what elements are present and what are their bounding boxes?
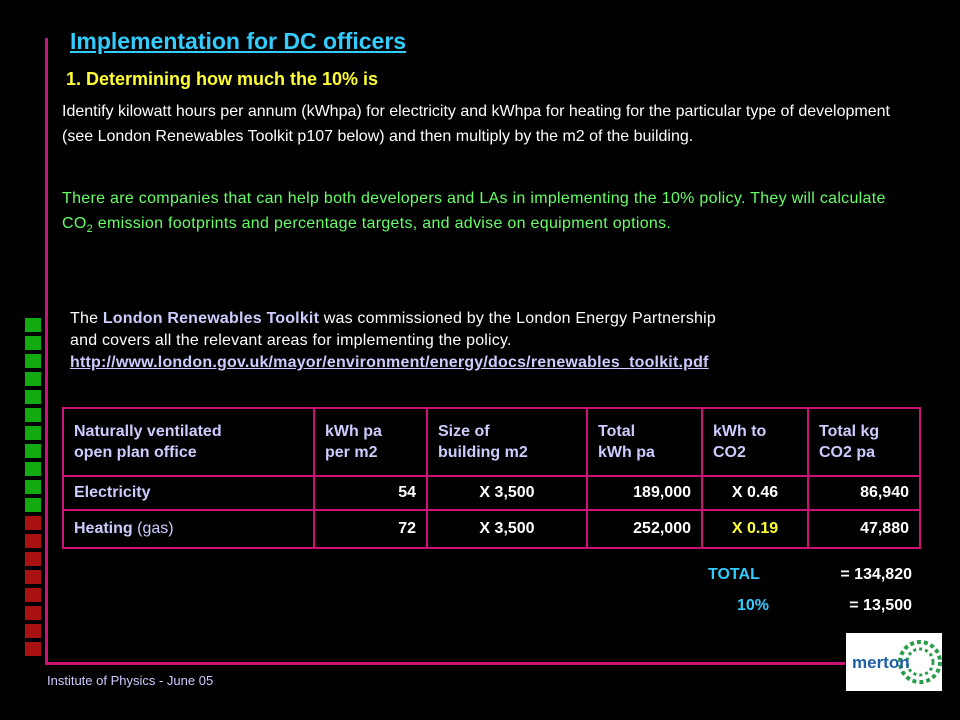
footer-text: Institute of Physics - June 05 — [47, 673, 214, 688]
green-square — [25, 318, 41, 332]
header-cell: Naturally ventilated open plan office — [63, 408, 314, 476]
total-kwh-cell: 189,000 — [587, 476, 702, 510]
left-border-line — [45, 38, 48, 665]
green-square — [25, 480, 41, 494]
header-cell: kWh to CO2 — [702, 408, 808, 476]
companies-text-a: There are companies that can help both developers and LAs in implementing the 10% policy. They will calculate CO — [62, 190, 886, 232]
intro-paragraph: Identify kilowatt hours per annum (kWhpa) for electricity and kWhpa for heating for the particular type of development (see London Renewables Toolkit p107 below) and then multiply by the m2 of the building. — [62, 103, 890, 145]
co2-subscript: 2 — [86, 223, 94, 236]
header-cell: Size of building m2 — [427, 408, 587, 476]
kwh-per-m2-cell: 54 — [314, 476, 427, 510]
table-header-row — [63, 408, 920, 476]
toolkit-pre: The — [70, 310, 103, 327]
merton-logo — [846, 633, 942, 691]
total-value: = 134,820 — [840, 566, 912, 583]
percent-label: 10% — [737, 597, 770, 614]
header-cell: Total kg CO2 pa — [808, 408, 920, 476]
green-square — [25, 498, 41, 512]
green-square — [25, 336, 41, 350]
total-kg-cell: 86,940 — [808, 476, 920, 510]
toolkit-link[interactable]: http://www.london.gov.uk/mayor/environment/energy/docs/renewables_toolkit.pdf — [70, 354, 709, 371]
co2-factor-cell: X 0.19 — [702, 510, 808, 548]
header-cell: kWh pa per m2 — [314, 408, 427, 476]
companies-paragraph — [62, 186, 912, 242]
bottom-border-line — [45, 662, 845, 665]
kwh-per-m2-cell: 72 — [314, 510, 427, 548]
red-square — [25, 642, 41, 656]
total-kwh-cell: 252,000 — [587, 510, 702, 548]
green-square — [25, 354, 41, 368]
header-cell: Total kWh pa — [587, 408, 702, 476]
companies-text-b: emission footprints and percentage targets, and advise on equipment options. — [93, 215, 672, 232]
percent-value: = 13,500 — [849, 597, 912, 614]
green-square — [25, 372, 41, 386]
slide-subtitle: 1. Determining how much the 10% is — [66, 69, 379, 89]
decorative-squares — [25, 318, 41, 660]
logo-text: merton — [852, 653, 910, 672]
slide-title: Implementation for DC officers — [70, 28, 407, 54]
green-square — [25, 408, 41, 422]
total-label: TOTAL — [708, 566, 760, 583]
row-label: Heating (gas) — [63, 510, 314, 548]
total-kg-cell: 47,880 — [808, 510, 920, 548]
toolkit-line-1 — [70, 308, 930, 330]
red-square — [25, 588, 41, 602]
red-square — [25, 606, 41, 620]
red-square — [25, 516, 41, 530]
table-row — [63, 510, 920, 548]
toolkit-post: was commissioned by the London Energy Partnership — [319, 310, 716, 327]
table-row — [63, 476, 920, 510]
energy-table — [62, 407, 921, 549]
toolkit-line-2: and covers all the relevant areas for implementing the policy. — [70, 332, 512, 349]
red-square — [25, 570, 41, 584]
red-square — [25, 534, 41, 548]
red-square — [25, 624, 41, 638]
toolkit-name: London Renewables Toolkit — [102, 310, 320, 327]
green-square — [25, 444, 41, 458]
green-square — [25, 426, 41, 440]
red-square — [25, 552, 41, 566]
size-cell: X 3,500 — [427, 476, 587, 510]
size-cell: X 3,500 — [427, 510, 587, 548]
green-square — [25, 390, 41, 404]
toolkit-paragraph — [70, 308, 930, 374]
row-label: Electricity — [63, 476, 314, 510]
green-square — [25, 462, 41, 476]
co2-factor-cell: X 0.46 — [702, 476, 808, 510]
